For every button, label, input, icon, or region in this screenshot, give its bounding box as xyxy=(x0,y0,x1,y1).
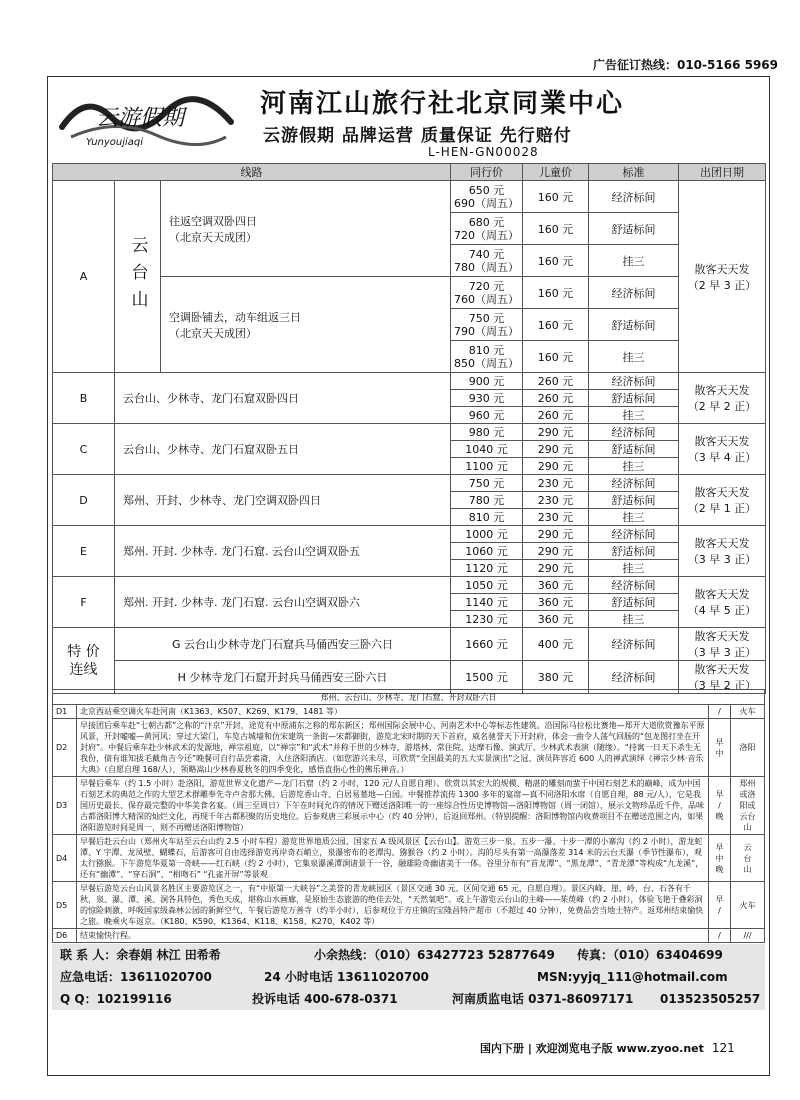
logo-icon xyxy=(56,87,241,147)
adult-price: 680 元 720（周五） xyxy=(451,213,523,245)
contact-row-1 xyxy=(52,944,765,966)
col-route: 线路 xyxy=(53,164,451,181)
child-price: 400 元 xyxy=(523,628,589,661)
adult-price: 1100 元 xyxy=(451,458,523,475)
standard: 经济标间 xyxy=(589,181,679,213)
child-price: 160 元 xyxy=(523,213,589,245)
itinerary-title-row xyxy=(53,690,765,705)
itinerary-day-row xyxy=(53,835,765,882)
child-price: 290 元 xyxy=(523,458,589,475)
page-number: 121 xyxy=(711,1041,735,1055)
hotline-24h: 24 小时电话 13611020700 xyxy=(264,970,429,984)
day-description: 早餐后赴云台山（郑州火车站至云台山约 2.5 小时车程）游览世界地质公园、国家五 A 级风景区【云台山】。游览三步一泉、五步一瀑、十步一潭的小寨沟（约 2 小时），游龙蛇潭、Y 字潭、龙凤壁、蝴蝶石，后游客可自由选择游览再岸奇石峭立，泉瀑密布的老潭沟、猕猴谷（约 2 小时）。沟的尽头有第一高瀑落差 314 米的云台天瀑（季节性瀑布），观太行猕猴。下午游览华夏第一奇峡——红石峡（约 2 小时），它集泉瀑溪潭涧诸景于一谷，融雄险奇幽诸美于一体。谷里分布有“首龙潭”、“黑龙潭”、“青龙潭”等构成“九龙溪”，还有“幽潭”、“穿石洞”、“相吻石” “孔雀开屏”等景观 xyxy=(77,835,709,882)
child-price: 230 元 xyxy=(523,492,589,509)
child-price: 160 元 xyxy=(523,341,589,373)
standard: 舒适标间 xyxy=(589,309,679,341)
standard: 经济标间 xyxy=(589,475,679,492)
meals: 早 / 晚 xyxy=(709,777,731,835)
standard: 舒适标间 xyxy=(589,441,679,458)
route-name: 郑州. 开封. 少林寺. 龙门石窟. 云台山空调双卧五 xyxy=(115,526,451,577)
adult-price: 1500 元 xyxy=(451,661,523,694)
meals: 早 中 xyxy=(709,719,731,777)
departure-date: 散客天天发 （4 早 5 正） xyxy=(679,577,766,628)
standard: 经济标间 xyxy=(589,628,679,661)
standard: 经济标间 xyxy=(589,424,679,441)
route-name: 郑州. 开封. 少林寺. 龙门石窟. 云台山空调双卧六 xyxy=(115,577,451,628)
day-label: D3 xyxy=(53,777,77,835)
departure-date: 散客天天发 （2 早 2 正） xyxy=(679,373,766,424)
route-name: 往返空调双卧四日 （北京天天成团） xyxy=(161,181,451,277)
itinerary-title: 郑州、云台山、少林寺、龙门石窟、开封双卧六日 xyxy=(53,690,765,705)
standard: 挂三 xyxy=(589,560,679,577)
day-description: 结束愉快行程。 xyxy=(77,929,709,943)
adult-price: 750 元 790（周五） xyxy=(451,309,523,341)
itinerary-day-row xyxy=(53,929,765,943)
meals: / xyxy=(709,929,731,943)
adult-price: 1050 元 xyxy=(451,577,523,594)
complaint-phone: 投诉电话 400-678-0371 xyxy=(252,992,398,1006)
standard: 舒适标间 xyxy=(589,492,679,509)
departure-date: 散客天天发 （3 早 3 正） xyxy=(679,628,766,661)
child-price: 360 元 xyxy=(523,611,589,628)
footer xyxy=(480,1040,735,1056)
groups-b-to-f xyxy=(53,373,766,628)
child-price: 290 元 xyxy=(523,441,589,458)
accommodation: 云 台 山 xyxy=(731,835,765,882)
fax: 传真：（010）63404699 xyxy=(577,948,723,962)
day-description: 早餐后乘车（约 1.5 小时）赴洛阳，游览世界文化遗产—龙门石窟（约 2 小时，120 元/人自愿自理）。欣赏以其宏大的规模、精湛的雕刻而蜚于中国石刻艺术的巅峰，成为中国石刻艺术的典范之作的大型艺术群雕奉先寺卢舍那大佛，后游览香山寺、白居易墓地—白园。中餐推荐流传 1300 多年的宴席—真不同洛阳水席（自愿自理，88 元/人），它是我国历史最长、保存最完整的中华美食名宴。（周三至周日）下午在时间允许的情况下赠送洛阳唯一的一座综合性历史博物馆—洛阳博物馆（周一闭馆），展示文物珍品近千件，品味古都洛阳博大精深的灿烂文化，再现千年古都积聚的历史地位。后参观唐三彩展示中心（约 40 分钟），后返回郑州。（特别提醒：洛阳博物馆内收费项目不在赠送范围之内，如果洛阳游览时间是周一，则不再赠送洛阳博物馆） xyxy=(77,777,709,835)
itinerary-day-row xyxy=(53,777,765,835)
table-row xyxy=(53,475,766,492)
col-standard: 标准 xyxy=(589,164,679,181)
child-price: 290 元 xyxy=(523,526,589,543)
standard: 挂三 xyxy=(589,509,679,526)
standard: 经济标间 xyxy=(589,526,679,543)
itinerary-day-row xyxy=(53,882,765,929)
logo-pinyin: Yunyoujiaqi xyxy=(86,137,144,147)
table-row xyxy=(53,526,766,543)
table-row xyxy=(53,424,766,441)
route-name: 云台山、少林寺、龙门石窟双卧五日 xyxy=(115,424,451,475)
route-name: 郑州、开封、少林寺、龙门空调双卧四日 xyxy=(115,475,451,526)
standard: 挂三 xyxy=(589,458,679,475)
itinerary-day-row xyxy=(53,705,765,719)
adult-price: 900 元 xyxy=(451,373,523,390)
day-label: D5 xyxy=(53,882,77,929)
standard: 挂三 xyxy=(589,245,679,277)
departure-date: 散客天天发 （2 早 3 正） xyxy=(679,181,766,373)
standard: 挂三 xyxy=(589,407,679,424)
adult-price: 750 元 xyxy=(451,475,523,492)
contact-people: 联 系 人：余春娟 林江 田希希 xyxy=(60,948,221,962)
departure-date: 散客天天发 （3 早 3 正） xyxy=(679,526,766,577)
child-price: 290 元 xyxy=(523,424,589,441)
route-name: H 少林寺龙门石窟开封兵马俑西安三卧六日 xyxy=(115,661,451,694)
price-table xyxy=(52,163,766,694)
standard: 舒适标间 xyxy=(589,594,679,611)
child-price: 230 元 xyxy=(523,475,589,492)
emergency-phone: 应急电话：13611020700 xyxy=(60,970,212,984)
meals: 早 中 晚 xyxy=(709,835,731,882)
table-row xyxy=(53,181,766,213)
standard: 经济标间 xyxy=(589,577,679,594)
departure-date: 散客天天发 （3 早 2 正） xyxy=(679,661,766,694)
child-price: 380 元 xyxy=(523,661,589,694)
standard: 经济标间 xyxy=(589,661,679,694)
meals: / xyxy=(709,705,731,719)
supervision-phone: 河南质监电话 0371-86097171 xyxy=(452,992,634,1006)
child-price: 160 元 xyxy=(523,277,589,309)
child-price: 160 元 xyxy=(523,181,589,213)
standard: 经济标间 xyxy=(589,277,679,309)
standard: 舒适标间 xyxy=(589,543,679,560)
adult-price: 960 元 xyxy=(451,407,523,424)
child-price: 290 元 xyxy=(523,543,589,560)
child-price: 160 元 xyxy=(523,309,589,341)
route-name: G 云台山少林寺龙门石窟兵马俑西安三卧六日 xyxy=(115,628,451,661)
child-price: 290 元 xyxy=(523,560,589,577)
standard: 舒适标间 xyxy=(589,390,679,407)
group-label: E xyxy=(53,526,115,577)
group-label: F xyxy=(53,577,115,628)
standard: 挂三 xyxy=(589,611,679,628)
adult-price: 810 元 xyxy=(451,509,523,526)
footer-text: 国内下册 | 欢迎浏览电子版 www.zyoo.net xyxy=(480,1042,704,1055)
child-price: 360 元 xyxy=(523,577,589,594)
day-description: 早接团后乘车赴“七朝古都”之称的“汴京”开封，途览有中原浦东之称的郑东新区；郑州国际会展中心、河南艺术中心等标志性建筑。沿国际马拉松比赛地—郑开大道欣赏豫东平原风景，开封嘘嘘—黄河风；穿过大梁门，车览古城墙和仿宋建筑一条街—宋都御街，游览北宋时期的天下首府，威名驰誉天下开封府，体会一曲令人荡气回肠的“包龙图打坐在开封府”。中餐后乘车赴少林武术的发源地，禅宗祖庭，以“禅宗”和“武术”并称于世的少林寺，游塔林、常住院、达摩石像、演武厅、少林武术表演（随缘）。“持寓一日天下杀生无我份，债有谁知拔毛戴角吉今还”晚餐可自行品尝素斋，入住洛阳酒店。（如您游兴未尽，可欣赏“全国最美的五大实景演出”之冠、演员阵容近 600 人的禅武演绎《禅宗少林·音乐大典》（自愿自理 168/人），领略嵩山少林春夏秋冬的四季变化，感悟直指心性的佛乐禅音。） xyxy=(77,719,709,777)
agency-title: 河南江山旅行社北京同業中心 xyxy=(260,89,625,119)
meals: 早 / xyxy=(709,882,731,929)
xiaoyu-hotline: 小余热线：（010）63427723 52877649 xyxy=(314,948,555,962)
route-name: 云台山、少林寺、龙门石窟双卧四日 xyxy=(115,373,451,424)
special-routes xyxy=(53,628,766,694)
adult-price: 650 元 690（周五） xyxy=(451,181,523,213)
adult-price: 740 元 780（周五） xyxy=(451,245,523,277)
destination: 云台山 xyxy=(115,181,161,373)
product-code: L-HEN-GN00028 xyxy=(428,145,539,159)
slogan: 云游假期 品牌运营 质量保证 先行赔付 xyxy=(263,126,572,146)
group-label: B xyxy=(53,373,115,424)
itinerary-days xyxy=(53,705,765,943)
day-label: D4 xyxy=(53,835,77,882)
accommodation: 郑州 或洛 阳或 云台 山 xyxy=(731,777,765,835)
contact-row-3 xyxy=(52,988,765,1010)
header xyxy=(48,77,769,163)
day-label: D1 xyxy=(53,705,77,719)
table-header-row xyxy=(53,164,766,181)
day-label: D2 xyxy=(53,719,77,777)
adult-price: 1040 元 xyxy=(451,441,523,458)
adult-price: 1230 元 xyxy=(451,611,523,628)
group-a xyxy=(53,181,766,373)
adult-price: 780 元 xyxy=(451,492,523,509)
group-label: D xyxy=(53,475,115,526)
departure-date: 散客天天发 （2 早 1 正） xyxy=(679,475,766,526)
mobile-phone: 013523505257 xyxy=(660,992,761,1006)
child-price: 160 元 xyxy=(523,245,589,277)
accommodation: 火车 xyxy=(731,882,765,929)
adult-price: 810 元 850（周五） xyxy=(451,341,523,373)
standard: 经济标间 xyxy=(589,373,679,390)
route-name: 空调卧铺去，动车组返三日 （北京天天成团） xyxy=(161,277,451,373)
advert-page xyxy=(47,76,770,1076)
adult-price: 1000 元 xyxy=(451,526,523,543)
adult-price: 1060 元 xyxy=(451,543,523,560)
col-date: 出团日期 xyxy=(679,164,766,181)
group-label: C xyxy=(53,424,115,475)
standard: 舒适标间 xyxy=(589,213,679,245)
child-price: 260 元 xyxy=(523,373,589,390)
special-label: 特 价 连线 xyxy=(53,628,115,694)
adult-price: 930 元 xyxy=(451,390,523,407)
logo-text: 云游假期 xyxy=(96,106,185,131)
adult-price: 1140 元 xyxy=(451,594,523,611)
standard: 挂三 xyxy=(589,341,679,373)
col-price: 同行价 xyxy=(451,164,523,181)
contact-block xyxy=(52,944,765,1010)
table-row xyxy=(53,577,766,594)
accommodation: 火车 xyxy=(731,705,765,719)
msn: MSN:yyjq_111@hotmail.com xyxy=(537,970,728,984)
child-price: 230 元 xyxy=(523,509,589,526)
child-price: 360 元 xyxy=(523,594,589,611)
qq: Q Q：102199116 xyxy=(60,992,172,1006)
col-child: 儿童价 xyxy=(523,164,589,181)
table-row xyxy=(53,628,766,661)
day-label: D6 xyxy=(53,929,77,943)
child-price: 260 元 xyxy=(523,390,589,407)
day-description: 北京西站乘空调火车赴河南（K1363、K507、K269、K179、1481 等） xyxy=(77,705,709,719)
group-label: A xyxy=(53,181,115,373)
table-row xyxy=(53,373,766,390)
departure-date: 散客天天发 （3 早 4 正） xyxy=(679,424,766,475)
itinerary-table xyxy=(52,689,765,943)
child-price: 260 元 xyxy=(523,407,589,424)
adult-price: 980 元 xyxy=(451,424,523,441)
ad-hotline: 广告征订热线：010-5166 5969 xyxy=(592,58,778,72)
adult-price: 1120 元 xyxy=(451,560,523,577)
accommodation: 洛阳 xyxy=(731,719,765,777)
itinerary-day-row xyxy=(53,719,765,777)
adult-price: 720 元 760（周五） xyxy=(451,277,523,309)
adult-price: 1660 元 xyxy=(451,628,523,661)
contact-row-2 xyxy=(52,966,765,988)
day-description: 早餐后游览云台山风景名胜区主要游览区之一，有“中原第一大峡谷”之美誉的青龙峡园区（景区交通 30 元、区间交通 65 元，自愿自理）。景区内峰、崖、岭、台、石各有千秋，泉、瀑、潭、溪、洞各具特色，秀色天成，堪称山水画廊，是原始生态旅游的绝佳去处，“天然氧吧”。或上午游览云台山的主峰——茱萸峰（约 2 小时），体验飞艳于叠彩洞的惊险刺激、呼吸国家级森林公园的新鲜空气，午餐后游览万善寺（约半小时），后参观位于方庄镇的宝隆昌特产超市（不超过 40 分钟），免费品尝当地土特产。返郑州结束愉快之旅。晚乘火车返京。（K180、K590、K1364、K118、K158、K270、K402 等） xyxy=(77,882,709,929)
accommodation: /// xyxy=(731,929,765,943)
